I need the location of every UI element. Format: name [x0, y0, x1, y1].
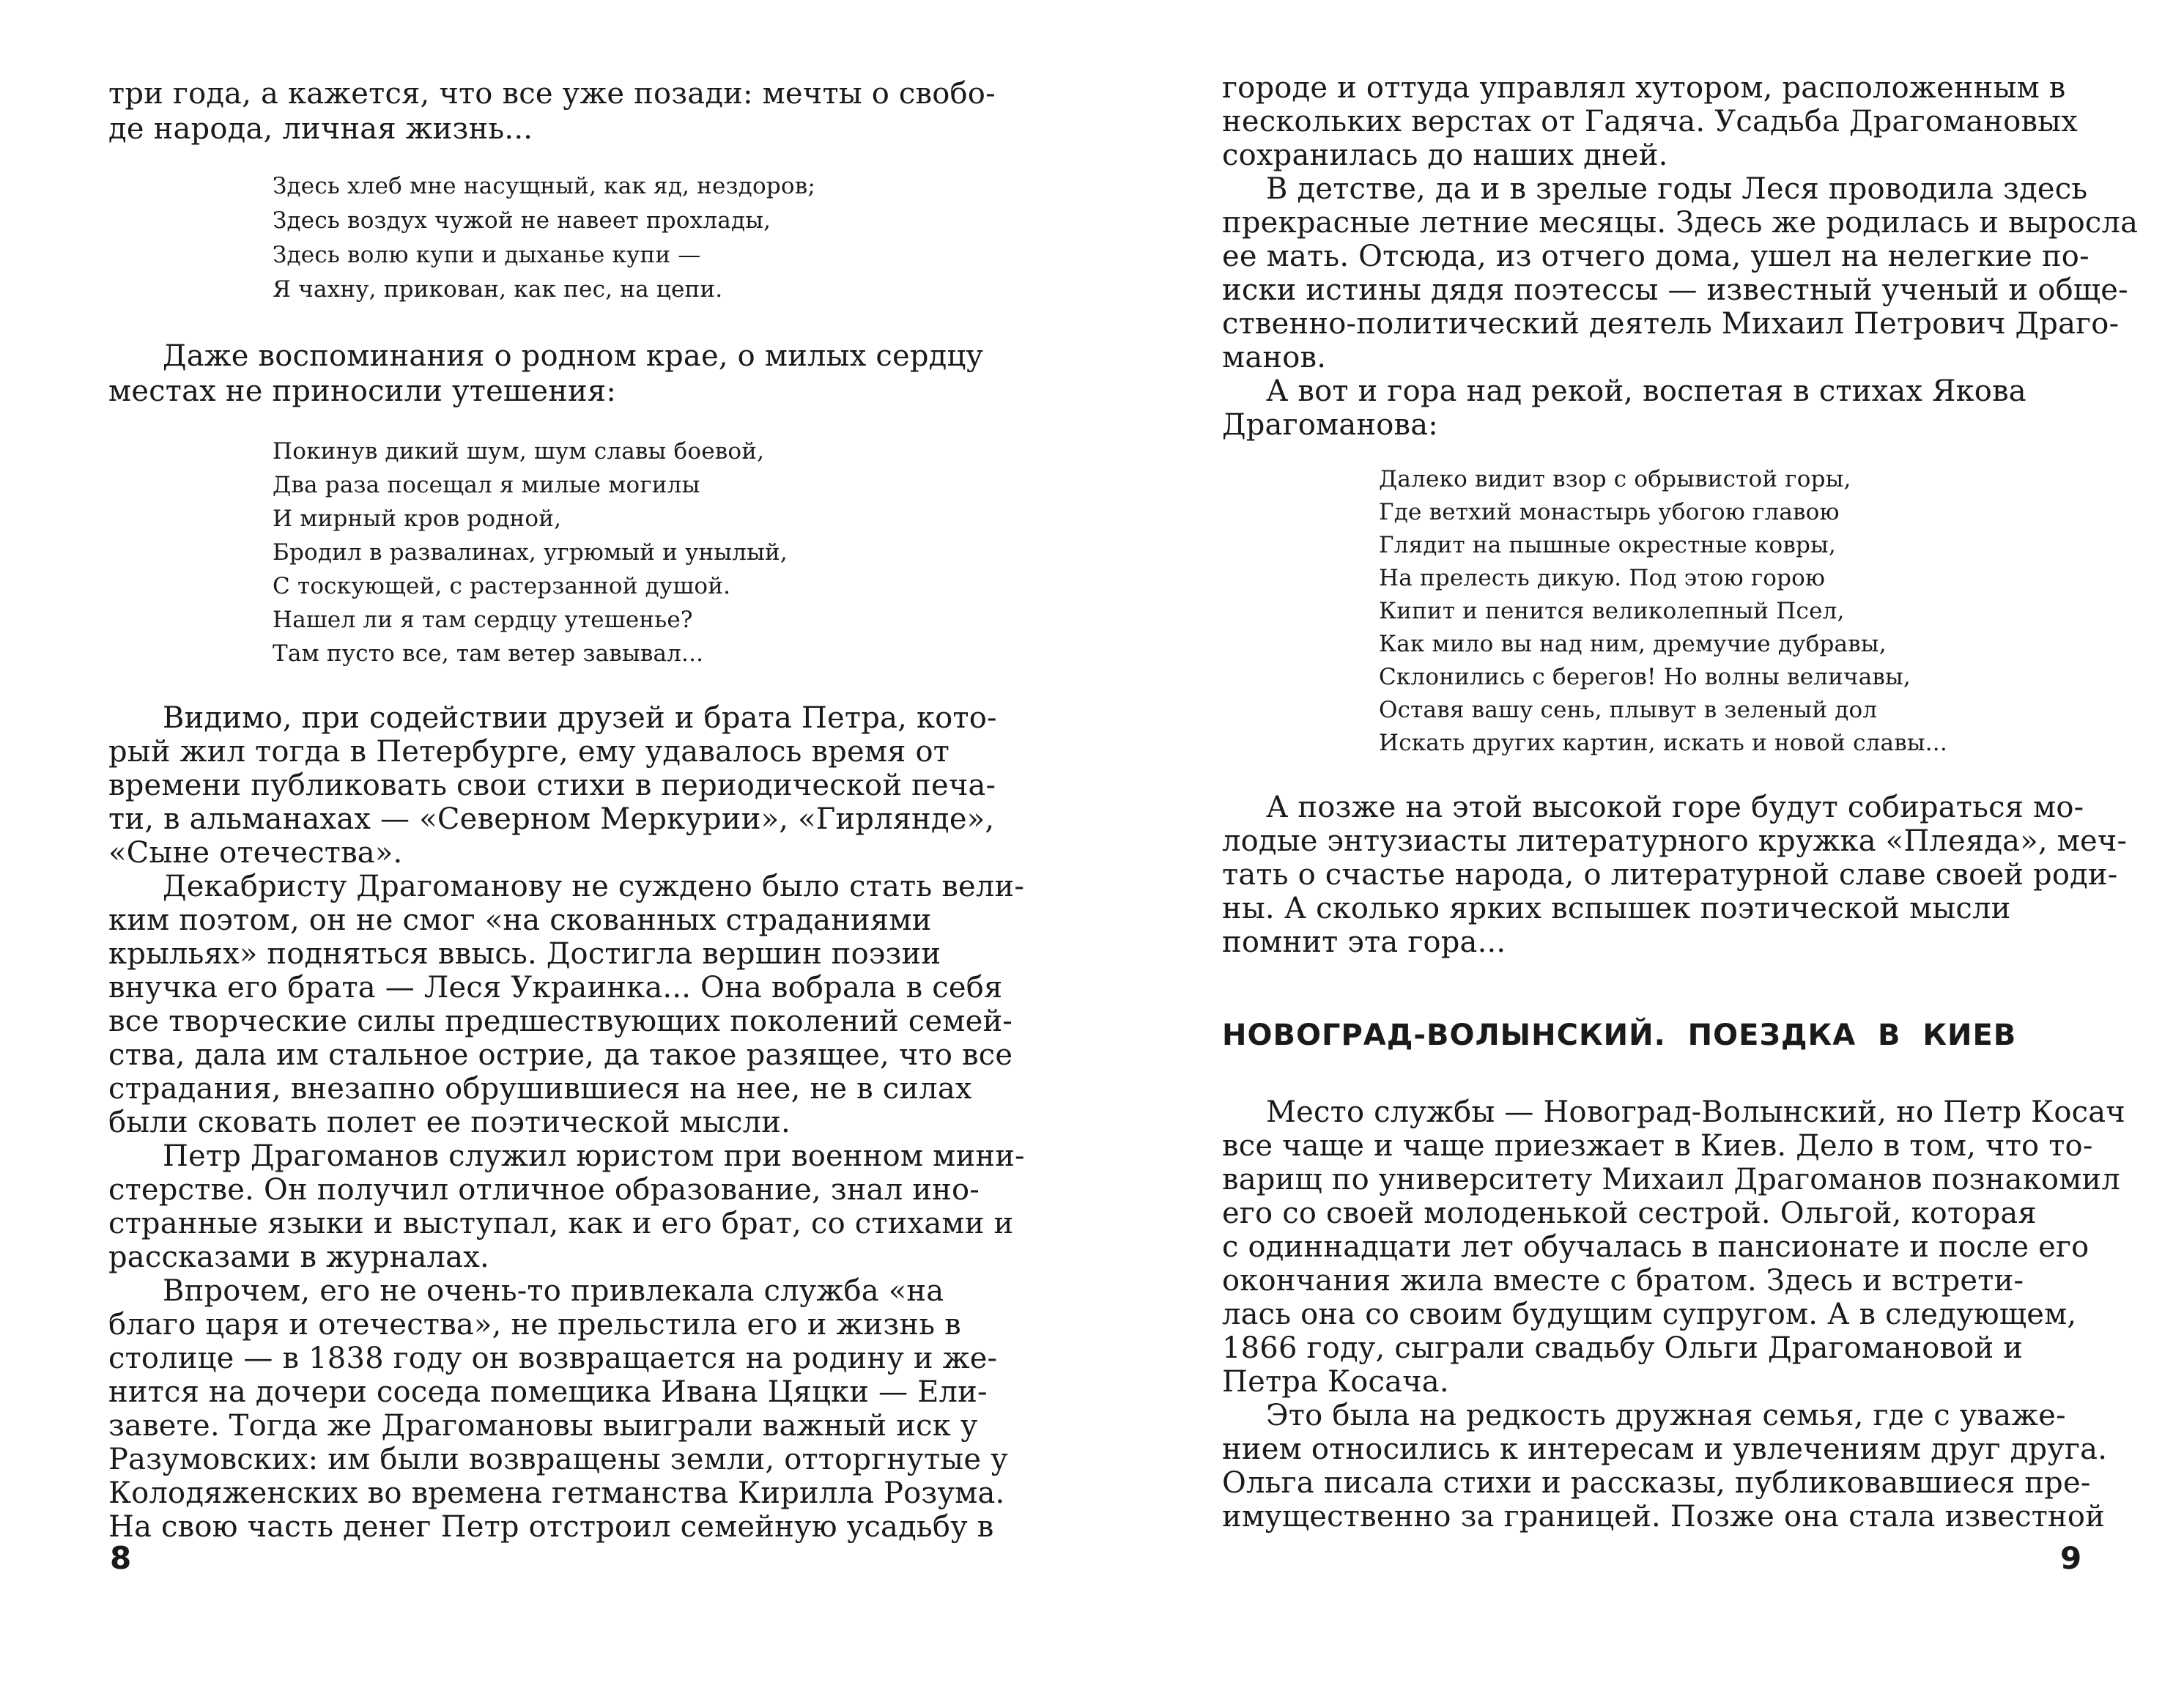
- verse-line: Нашел ли я там сердцу утешенье?: [273, 607, 693, 633]
- text-line: столице — в 1838 году он возвращается на родину и же-: [108, 1342, 998, 1375]
- page-number: 8: [110, 1540, 132, 1576]
- verse-line: Я чахну, прикован, как пес, на цепи.: [273, 276, 723, 303]
- verse-line: Кипит и пенится великолепный Псел,: [1379, 598, 1845, 624]
- text-line: времени публиковать свои стихи в периодической печа-: [108, 769, 996, 802]
- text-line: тать о счастье народа, о литературной славе своей роди-: [1222, 858, 2118, 892]
- text-line: Декабристу Драгоманову не суждено было стать вели-: [163, 870, 1025, 903]
- text-line: «Сыне отечества».: [108, 836, 403, 870]
- text-line: страдания, внезапно обрушившиеся на нее, не в силах: [108, 1072, 972, 1106]
- text-line: рассказами в журналах.: [108, 1240, 489, 1274]
- text-line: А позже на этой высокой горе будут собираться мо-: [1266, 791, 2084, 824]
- text-line: имущественно за границей. Позже она стала известной: [1222, 1500, 2106, 1534]
- text-line: три года, а кажется, что все уже позади: мечты о свобо-: [108, 77, 996, 111]
- text-line: ственно-политический деятель Михаил Петрович Драго-: [1222, 307, 2120, 341]
- text-line: окончания жила вместе с братом. Здесь и встрети-: [1222, 1264, 2024, 1298]
- text-line: ны. А сколько ярких вспышек поэтической мысли: [1222, 892, 2011, 925]
- text-line: Разумовских: им были возвращены земли, отторгнутые у: [108, 1443, 1008, 1476]
- text-line: были сковать полет ее поэтической мысли.: [108, 1106, 791, 1139]
- text-line: манов.: [1222, 341, 1327, 374]
- text-line: все творческие силы предшествующих поколений семей-: [108, 1005, 1013, 1038]
- verse-line: Оставя вашу сень, плывут в зеленый дол: [1379, 697, 1878, 723]
- text-line: помнит эта гора...: [1222, 925, 1506, 959]
- text-line: с одиннадцати лет обучалась в пансионате и после его: [1222, 1230, 2089, 1264]
- text-line: Место службы — Новоград-Волынский, но Петр Косач: [1266, 1095, 2125, 1129]
- text-line: Впрочем, его не очень-то привлекала служба «на: [163, 1274, 944, 1308]
- text-line: сохранилась до наших дней.: [1222, 138, 1668, 172]
- verse-line: На прелесть дикую. Под этою горою: [1379, 565, 1826, 591]
- text-line: ким поэтом, он не смог «на скованных страданиями: [108, 903, 932, 937]
- verse-line: Здесь хлеб мне насущный, как яд, нездоров;: [273, 173, 816, 199]
- verse-line: Глядит на пышные окрестные ковры,: [1379, 532, 1836, 558]
- verse-line: Как мило вы над ним, дремучие дубравы,: [1379, 631, 1887, 657]
- text-line: А вот и гора над рекой, воспетая в стихах Якова: [1266, 374, 2026, 408]
- text-line: странные языки и выступал, как и его брат, со стихами и: [108, 1207, 1014, 1240]
- verse-line: С тоскующей, с растерзанной душой.: [273, 573, 731, 599]
- text-line: Петра Косача.: [1222, 1365, 1449, 1399]
- text-line: Видимо, при содействии друзей и брата Петра, кото-: [163, 701, 997, 735]
- section-heading: НОВОГРАД-ВОЛЫНСКИЙ. ПОЕЗДКА В КИЕВ: [1222, 1018, 2017, 1052]
- verse-line: Здесь волю купи и дыханье купи —: [273, 242, 701, 268]
- text-line: все чаще и чаще приезжает в Киев. Дело в том, что то-: [1222, 1129, 2093, 1163]
- text-line: ее мать. Отсюда, из отчего дома, ушел на нелегкие по-: [1222, 240, 2089, 273]
- text-line: В детстве, да и в зрелые годы Леся проводила здесь: [1266, 172, 2088, 206]
- text-line: нескольких верстах от Гадяча. Усадьба Драгомановых: [1222, 105, 2078, 138]
- text-line: 1866 году, сыграли свадьбу Ольги Драгомановой и: [1222, 1331, 2024, 1365]
- right-page: [1092, 0, 2184, 1705]
- verse-line: Два раза посещал я милые могилы: [273, 472, 700, 498]
- verse-line: И мирный кров родной,: [273, 506, 562, 532]
- text-line: Колодяженских во времена гетманства Кирилла Розума.: [108, 1476, 1005, 1510]
- verse-line: Далеко видит взор с обрывистой горы,: [1379, 466, 1851, 492]
- text-line: рый жил тогда в Петербурге, ему удавалось время от: [108, 735, 950, 769]
- text-line: нием относились к интересам и увлечениям друг друга.: [1222, 1432, 2108, 1466]
- text-line: иски истины дядя поэтессы — известный ученый и обще-: [1222, 273, 2128, 307]
- text-line: Это была на редкость дружная семья, где с уваже-: [1266, 1399, 2066, 1432]
- text-line: Петр Драгоманов служил юристом при военном мини-: [163, 1139, 1025, 1173]
- text-line: крыльях» подняться ввысь. Достигла вершин поэзии: [108, 937, 941, 971]
- text-line: благо царя и отечества», не прельстила его и жизнь в: [108, 1308, 961, 1342]
- text-line: внучка его брата — Леся Украинка... Она вобрала в себя: [108, 971, 1003, 1005]
- text-line: местах не приносили утешения:: [108, 374, 617, 408]
- text-line: Ольга писала стихи и рассказы, публиковавшиеся пре-: [1222, 1466, 2091, 1500]
- text-line: стерстве. Он получил отличное образование, знал ино-: [108, 1173, 980, 1207]
- text-line: Даже воспоминания о родном крае, о милых сердцу: [163, 339, 984, 373]
- verse-line: Там пусто все, там ветер завывал...: [273, 640, 704, 667]
- text-line: варищ по университету Михаил Драгоманов познакомил: [1222, 1163, 2120, 1197]
- verse-line: Склонились с берегов! Но волны величавы,: [1379, 664, 1911, 690]
- page-number: 9: [2060, 1540, 2082, 1576]
- text-line: завете. Тогда же Драгомановы выиграли важный иск у: [108, 1409, 978, 1443]
- verse-line: Искать других картин, искать и новой славы...: [1379, 730, 1947, 756]
- text-line: ства, дала им стальное острие, да такое разящее, что все: [108, 1038, 1013, 1072]
- text-line: городе и оттуда управлял хутором, расположенным в: [1222, 71, 2066, 105]
- verse-line: Бродил в развалинах, угрюмый и унылый,: [273, 539, 788, 566]
- text-line: На свою часть денег Петр отстроил семейную усадьбу в: [108, 1510, 994, 1544]
- text-line: лодые энтузиасты литературного кружка «Плеяда», меч-: [1222, 824, 2128, 858]
- verse-line: Здесь воздух чужой не навеет прохлады,: [273, 207, 771, 234]
- text-line: ти, в альманахах — «Северном Меркурии», «Гирлянде»,: [108, 802, 995, 836]
- text-line: де народа, личная жизнь...: [108, 112, 533, 146]
- verse-line: Где ветхий монастырь убогою главою: [1379, 499, 1840, 525]
- text-line: его со своей молоденькой сестрой. Ольгой, которая: [1222, 1197, 2037, 1230]
- text-line: лась она со своим будущим супругом. А в следующем,: [1222, 1298, 2077, 1331]
- text-line: Драгоманова:: [1222, 408, 1438, 442]
- text-line: прекрасные летние месяцы. Здесь же родилась и выросла: [1222, 206, 2139, 240]
- verse-line: Покинув дикий шум, шум славы боевой,: [273, 438, 765, 465]
- text-line: нится на дочери соседа помещика Ивана Цяцки — Ели-: [108, 1375, 988, 1409]
